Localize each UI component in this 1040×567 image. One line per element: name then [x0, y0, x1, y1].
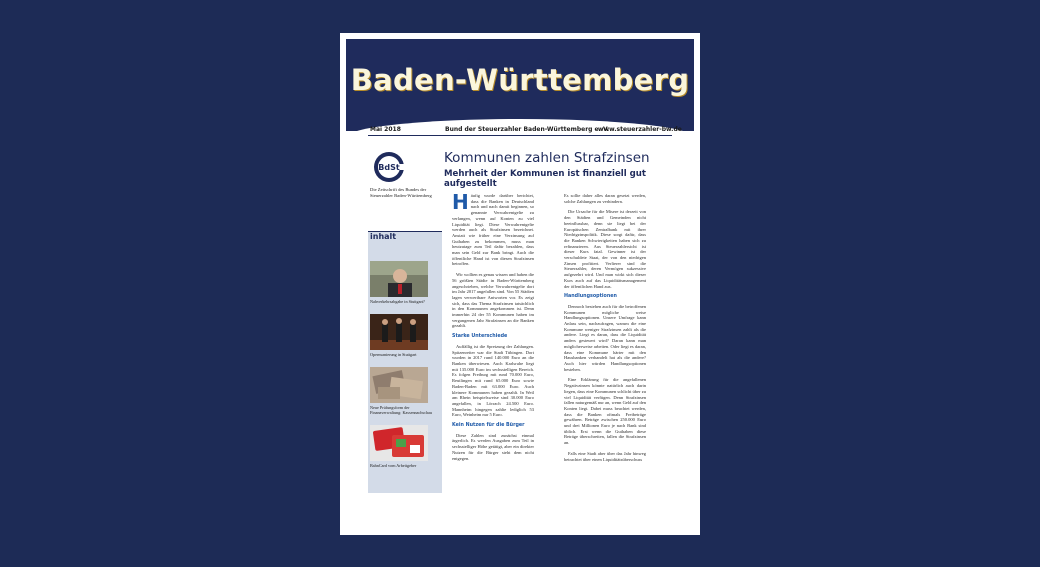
article-column-1	[452, 190, 534, 466]
article-subheadline: Mehrheit der Kommunen ist finanziell gut aufgestellt	[444, 169, 647, 189]
bdst-logo	[373, 151, 405, 183]
contents-box	[368, 231, 442, 493]
paragraph: Die Ursache für die Misere ist derzeit von den Städten und Gemeinden nicht beeinflussbar, denn sie liegt bei der Europäischen Zentralbank mit ihrer Niedrigzinspolitik. Diese sorgt dafür, dass die Banken Schwierigkeiten haben sich zu refinanzieren. Aus Steuerzahlersicht ist dieser Kurs fatal. Gewinner ist der verschuldete Staat, der von den niedrigen Zinsen profitiert. Verlierer sind die Steuerzahler, deren Vermögen sukzessive aufgezehrt wird. Und man wirkt sich dieser Kurs auch auf das Liquiditätsmanagement der öffentlichen Hand aus.	[564, 209, 646, 289]
paragraph: Es sollte daher alles daran gesetzt werden, solche Zahlungen zu verhindern.	[564, 193, 646, 204]
contents-header	[368, 231, 442, 242]
sidebar	[368, 147, 442, 493]
contents-title: inhalt	[370, 232, 397, 241]
logo-text: BdSt	[378, 163, 400, 172]
newsletter-page	[340, 33, 700, 535]
paragraph: Auffällig ist die Spreizung der Zahlungen. Spitzenreiter war die Stadt Tübingen. Dort wurden in 2017 rund 140.000 Euro an die Banken überwiesen. Auch Karlsruhe liegt mit 135.000 Euro im sechsstelligen Bereich. Es folgen Freiburg mit rund 70.000 Euro, Reutlingen mit rund 65.000 Euro sowie Baden-Baden mit 63.000 Euro. Auch kleinere Kommunen haben gezahlt. In Weil am Rhein beispielsweise sind 30.000 Euro angefallen, in Lörrach 24.500 Euro. Mannheim hingegen zahlte lediglich 53 Euro, Weinheim nur 5 Euro.	[452, 343, 534, 418]
paragraph: Eine Erklärung für die angefallenen Negativzinsen könnte natürlich auch darin liegen, dass eine Kommunen schlicht über zu viel Liquidität verfügen. Denn Strafzinsen fallen naturgemäß nur an, wenn Geld auf den Konten liegt. Dabei muss beachtet werden, dass die Banken oftmals Freibeträge gewähren. Beträge zwischen 250.000 Euro und drei Millionen Euro je nach Bank sind üblich. Erst wenn die Guthaben diese Beträge überschreiten, fallen die Strafzinsen an.	[564, 377, 646, 446]
contents-item-1[interactable]: Nahverkehrsabgabe in Stuttgart?	[370, 299, 425, 304]
website-link[interactable]: www.steuerzahler-bw.de	[598, 126, 682, 133]
section-heading: Starke Unterschiede	[452, 334, 508, 340]
tagline: Die Zeitschrift des Bundes der Steuerzahler Baden-Württemberg	[370, 187, 432, 198]
publisher-name: Bund der Steuerzahler Baden-Württemberg e. V.	[445, 126, 610, 133]
paragraph: Wir wollten es genau wissen und haben die 56 größten Städte in Baden-Württemberg angeschrieben, welche Verwahrentgelte dort im Jahr 2017 angefallen sind. Von 55 Städten lagen verwertbare Antworten vor. Es zeigt sich, dass das Thema Strafzinsen tatsächlich in den Kommunen angekommen ist. Denn immerhin 24 der 55 Kommunen haben im vergangenen Jahr Strafzinsen an die Banken gezahlt.	[452, 272, 534, 329]
contents-item-3[interactable]: Neue Prüfungsform der Finanzverwaltung: Kassennachschau	[370, 405, 432, 415]
masthead-title: Baden-Württemberg	[350, 63, 690, 97]
contents-item-2[interactable]: Opernsanierung in Stuttgart	[370, 352, 417, 357]
article-column-2	[564, 193, 646, 467]
thumb-portrait[interactable]	[370, 261, 428, 297]
section-heading: Kein Nutzen für die Bürger	[452, 423, 525, 429]
issue-date: Mai 2018	[370, 126, 401, 133]
paragraph: äufig wurde darüber berichtet, dass die Banken in Deutschland nach und nach damit beginnen, so genannte Verwahrentgelte zu verlangen, wenn auf Konten zu viel Liquidität liegt. Diese Verwahrentgelte werden auch als Strafzinsen bezeichnet. Anstatt wie früher eine Verzinsung auf Guthaben zu bekommen, muss man heutzutage zum Teil dafür bezahlen, dass man sein Geld zur Bank bringt. Auch die öffentliche Hand ist von diesen Strafzinsen betroffen.	[452, 193, 534, 267]
paragraph: Diese Zahlen sind zunächst einmal ärgerlich. Es werden Ausgaben zum Teil in sechsstelliger Höhe getätigt, aber ein direkter Nutzen für die Bürger steht dem nicht entgegen.	[452, 432, 534, 461]
section-heading: Handlungsoptionen	[564, 294, 617, 300]
header-rule	[368, 135, 672, 136]
thumb-bahncard[interactable]	[370, 425, 428, 461]
contents-item-4[interactable]: BahnCard vom Arbeitgeber	[370, 463, 417, 468]
paragraph: Falls eine Stadt aber über das Jahr hinweg betrachtet über einen Liquiditätsüberschuss	[564, 450, 646, 462]
article-headline: Kommunen zahlen Strafzinsen	[444, 150, 650, 166]
dropcap: H	[452, 190, 469, 214]
paragraph: Dennoch bestehen auch für die betroffenen Kommunen mögliche weise Handlungsoptionen. Unsere Umfrage kann Anlass sein, nachzufragen, warum die eine Kommune weniger Strafzinsen zahlt als die andere. Liegt es daran, dass die Liquidität anders gesteuert wird? Daran kann man möglicherweise arbeiten. Oder liegt es daran, dass eine Kommune härter mit den Hausbanken verhandelt hat als die andere? Auch hier würden Handlungsoptionen bestehen.	[564, 303, 646, 372]
thumb-cash[interactable]	[370, 367, 428, 403]
thumb-opera[interactable]	[370, 314, 428, 350]
